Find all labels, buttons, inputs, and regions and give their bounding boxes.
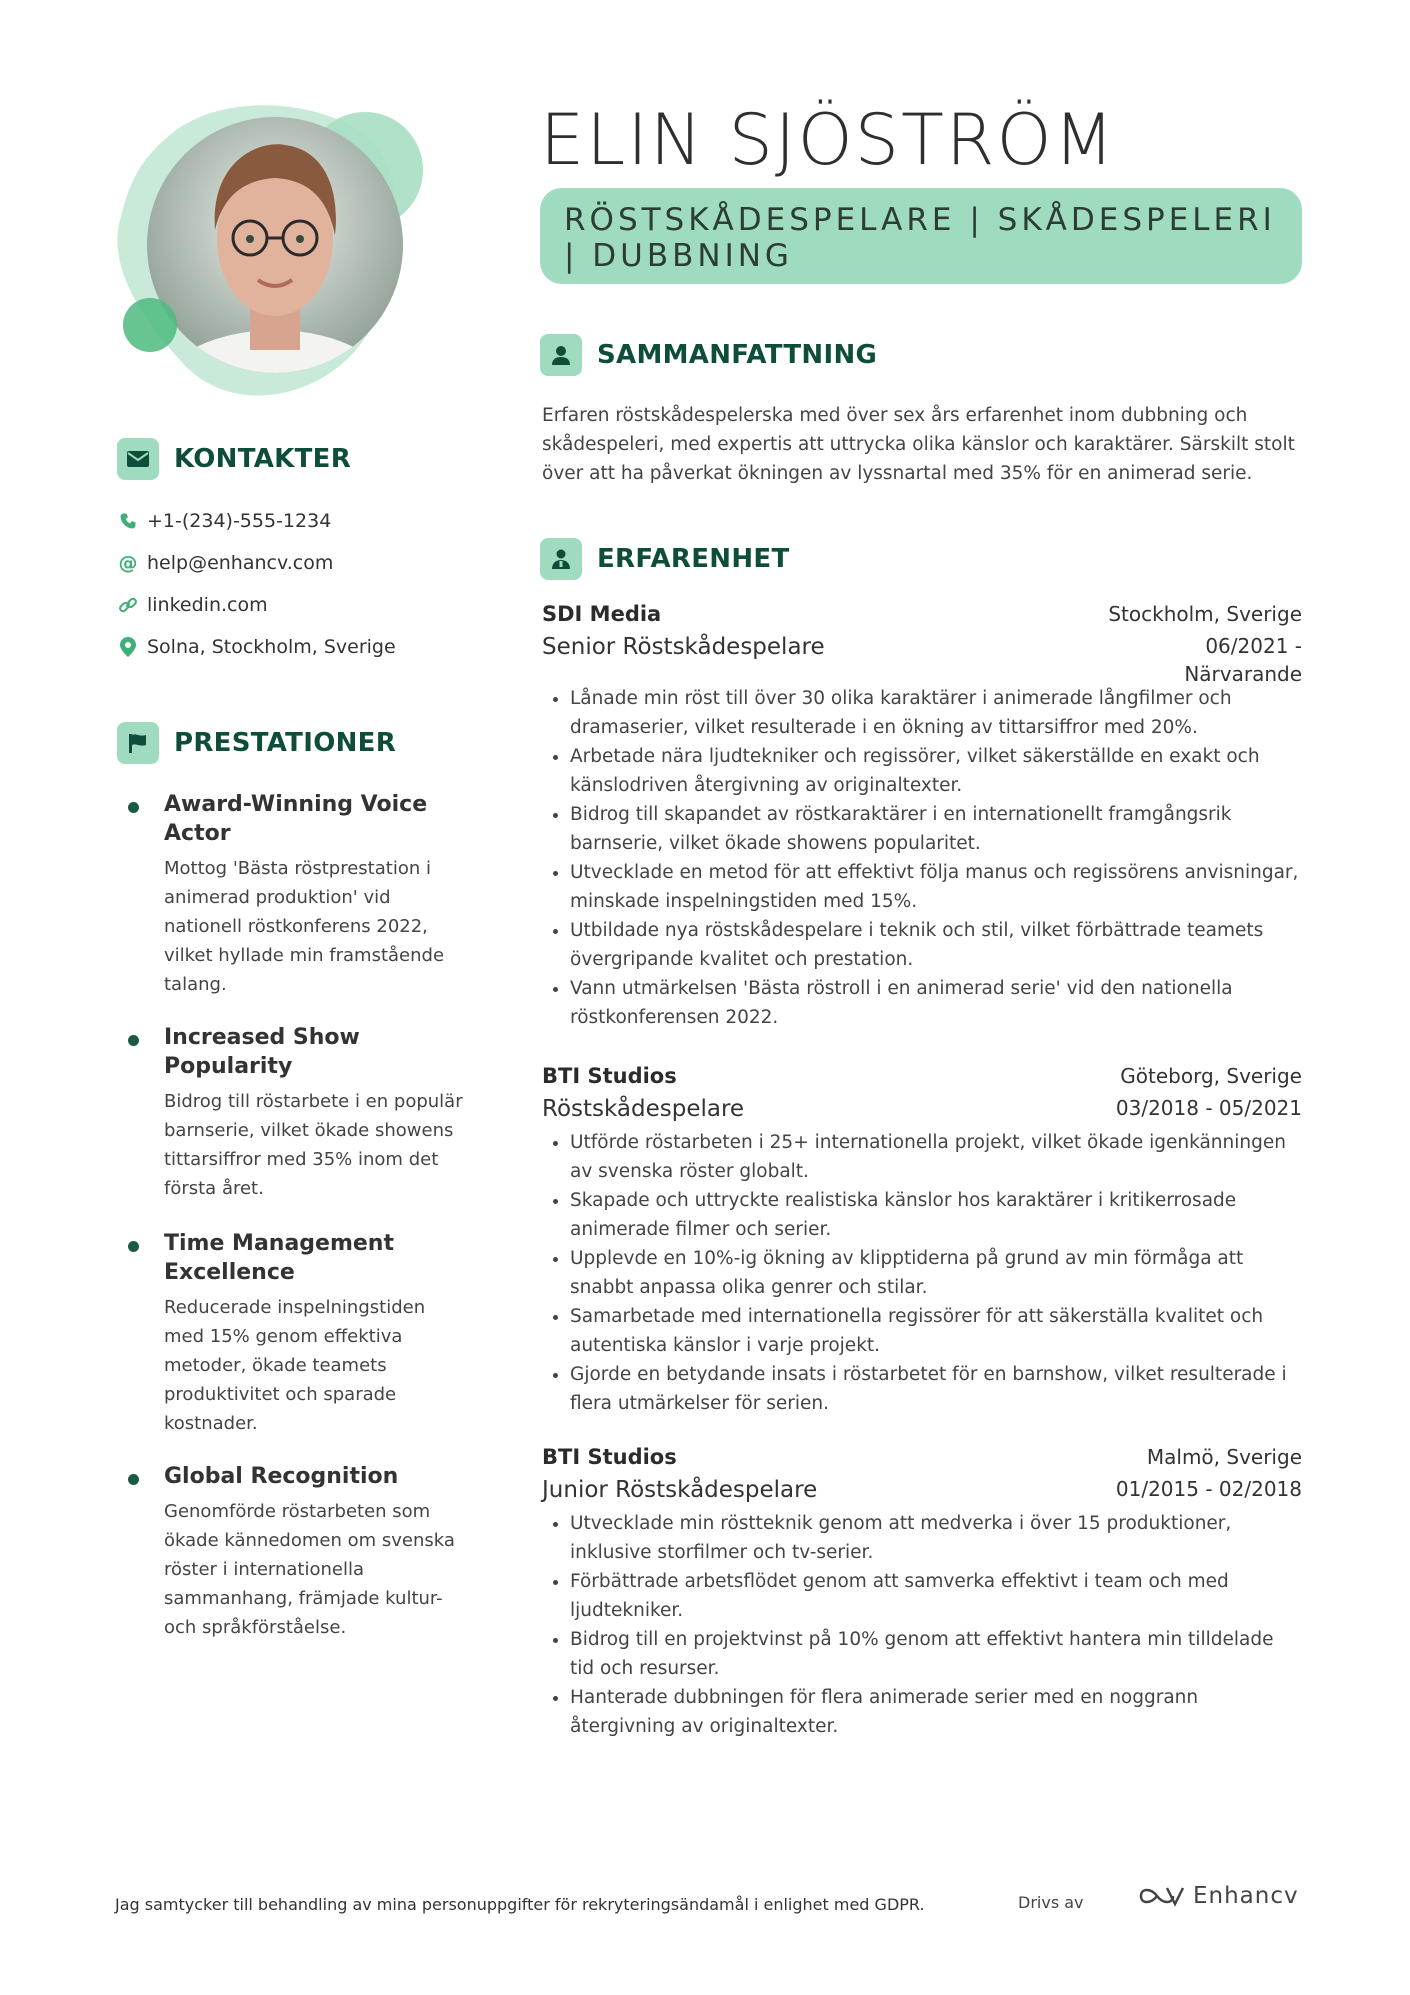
job-bullet: • Lånade min röst till över 30 olika karaktärer i animerade långfilmer och dramaserier, vilket resulterade i en ökning av tittarsiffror med 20%. (570, 684, 1302, 742)
summary-heading (540, 334, 877, 376)
summary-text: Erfaren röstskådespelerska med över sex års erfarenhet inom dubbning och skådespeleri, med expertis att uttrycka olika känslor och karaktärer. Särskilt stolt över att ha påverkat ökningen av lyssnartal med 35% för en animerad serie. (542, 405, 1295, 484)
company-name: BTI Studios (542, 1064, 677, 1088)
job-bullet: • Upplevde en 10%-ig ökning av klipptiderna på grund av min förmåga att snabbt anpassa olika genrer och stilar. (570, 1244, 1302, 1302)
job-bullet: • Skapade och uttryckte realistiska känslor hos karaktärer i kritikerrosade animerade filmer och serier. (570, 1186, 1302, 1244)
bullet-dot (128, 802, 139, 813)
experience-heading (540, 538, 789, 580)
title-banner (540, 188, 1302, 284)
link-icon (117, 594, 139, 616)
job-role: Röstskådespelare (542, 1096, 745, 1122)
job-bullets (542, 1128, 1302, 1418)
achievement-item (128, 1229, 468, 1438)
job-date: 03/2018 - 05/2021 (1115, 1096, 1302, 1120)
location-text: Solna, Stockholm, Sverige (147, 636, 396, 658)
email-link[interactable]: help@enhancv.com (147, 552, 334, 574)
job-location: Stockholm, Sverige (1108, 602, 1302, 626)
infinity-logo-icon (1137, 1883, 1185, 1909)
achievements-heading (117, 722, 396, 764)
contact-phone (117, 510, 331, 532)
achievement-title: Time Management Excellence (164, 1231, 394, 1285)
briefcase-person-icon (540, 538, 582, 580)
job-bullets (542, 1509, 1302, 1741)
job-bullet: • Bidrog till skapandet av röstkaraktärer i en internationellt framgångsrik barnserie, vilket ökade showens popularitet. (570, 800, 1302, 858)
brand-name: Enhancv (1193, 1883, 1299, 1909)
profile-photo-area (110, 100, 430, 410)
job-bullet: • Vann utmärkelsen 'Bästa röstroll i en animerad serie' vid den nationella röstkonferensen 2022. (570, 974, 1302, 1032)
job-role: Senior Röstskådespelare (542, 634, 825, 660)
linkedin-link[interactable]: linkedin.com (147, 594, 268, 616)
contact-linkedin (117, 594, 268, 616)
photo-decoration (110, 100, 430, 410)
bullet-dot (128, 1474, 139, 1485)
contact-email (117, 552, 333, 574)
job-bullet: • Utbildade nya röstskådespelare i teknik och stil, vilket förbättrade teamets övergripande kvalitet och prestation. (570, 916, 1302, 974)
job-bullet: • Gjorde en betydande insats i röstarbetet för en barnshow, vilket resulterade i flera utmärkelser för serien. (570, 1360, 1302, 1418)
job-bullet: • Utförde röstarbeten i 25+ internationella projekt, vilket ökade igenkänningen av svenska röster globalt. (570, 1128, 1302, 1186)
experience-title: ERFARENHET (597, 544, 790, 574)
job-entry (542, 1443, 1302, 1741)
job-bullet: • Utvecklade min röstteknik genom att medverka i över 15 produktioner, inklusive storfilmer och tv-serier. (570, 1509, 1302, 1567)
job-bullet: • Samarbetade med internationella regissörer för att säkerställa kvalitet och autentiska känslor i varje projekt. (570, 1302, 1302, 1360)
achievement-desc: Mottog 'Bästa röstprestation i animerad produktion' vid nationell röstkonferens 2022, vilket hyllade min framstående talang. (164, 858, 445, 995)
at-icon: @ (118, 552, 138, 574)
contacts-title: KONTAKTER (174, 444, 352, 474)
job-location: Malmö, Sverige (1146, 1445, 1302, 1469)
phone-icon (117, 510, 139, 532)
achievement-item (128, 1023, 468, 1203)
job-bullet: • Förbättrade arbetsflödet genom att samverka effektivt i team och med ljudtekniker. (570, 1567, 1302, 1625)
job-bullet: • Utvecklade en metod för att effektivt följa manus och regissörens anvisningar, minskade inspelningstiden med 15%. (570, 858, 1302, 916)
person-icon (540, 334, 582, 376)
company-name: SDI Media (542, 602, 662, 626)
achievement-item (128, 1462, 468, 1642)
job-title: RÖSTSKÅDESPELARE | SKÅDESPELERI | DUBBNING (564, 202, 1276, 274)
bullet-dot (128, 1035, 139, 1046)
candidate-name: ELIN SJÖSTRÖM (540, 99, 1116, 181)
job-bullet: • Hanterade dubbningen för flera animerade serier med en noggrann återgivning av originaltexter. (570, 1683, 1302, 1741)
powered-by-label: Drivs av (1018, 1893, 1084, 1912)
achievement-title: Award-Winning Voice Actor (164, 792, 428, 846)
enhancv-logo[interactable] (1137, 1883, 1299, 1909)
achievements-title: PRESTATIONER (174, 728, 397, 758)
achievement-item (128, 790, 468, 999)
job-date: 01/2015 - 02/2018 (1115, 1477, 1302, 1501)
envelope-icon (117, 438, 159, 480)
summary-title: SAMMANFATTNING (597, 340, 878, 370)
gdpr-consent-text: Jag samtycker till behandling av mina personuppgifter för rekryteringsändamål i enlighet med GDPR. (115, 1895, 925, 1914)
achievement-desc: Reducerade inspelningstiden med 15% genom effektiva metoder, ökade teamets produktivitet och sparade kostnader. (164, 1297, 426, 1434)
company-name: BTI Studios (542, 1445, 677, 1469)
job-date: 06/2021 - Närvarande (1184, 634, 1302, 686)
job-entry (542, 600, 1302, 1032)
job-bullet: • Bidrog till en projektvinst på 10% genom att effektivt hantera min tilldelade tid och resurser. (570, 1625, 1302, 1683)
flag-icon (117, 722, 159, 764)
job-role: Junior Röstskådespelare (542, 1477, 818, 1503)
job-location: Göteborg, Sverige (1120, 1064, 1302, 1088)
job-bullets (542, 684, 1302, 1032)
phone-text[interactable]: +1-(234)-555-1234 (147, 510, 332, 532)
bullet-dot (128, 1241, 139, 1252)
contact-location (117, 636, 396, 658)
achievement-title: Increased Show Popularity (164, 1025, 360, 1079)
job-entry (542, 1062, 1302, 1418)
achievement-title: Global Recognition (164, 1464, 399, 1489)
job-bullet: • Arbetade nära ljudtekniker och regissörer, vilket säkerställde en exakt och känslodriven återgivning av originaltexter. (570, 742, 1302, 800)
location-pin-icon (117, 636, 139, 658)
achievement-desc: Genomförde röstarbeten som ökade kännedomen om svenska röster i internationella sammanhang, främjade kultur- och språkförståelse. (164, 1501, 455, 1638)
achievement-desc: Bidrog till röstarbete i en populär barnserie, vilket ökade showens tittarsiffror med 35% inom det första året. (164, 1091, 463, 1199)
contacts-heading (117, 438, 351, 480)
